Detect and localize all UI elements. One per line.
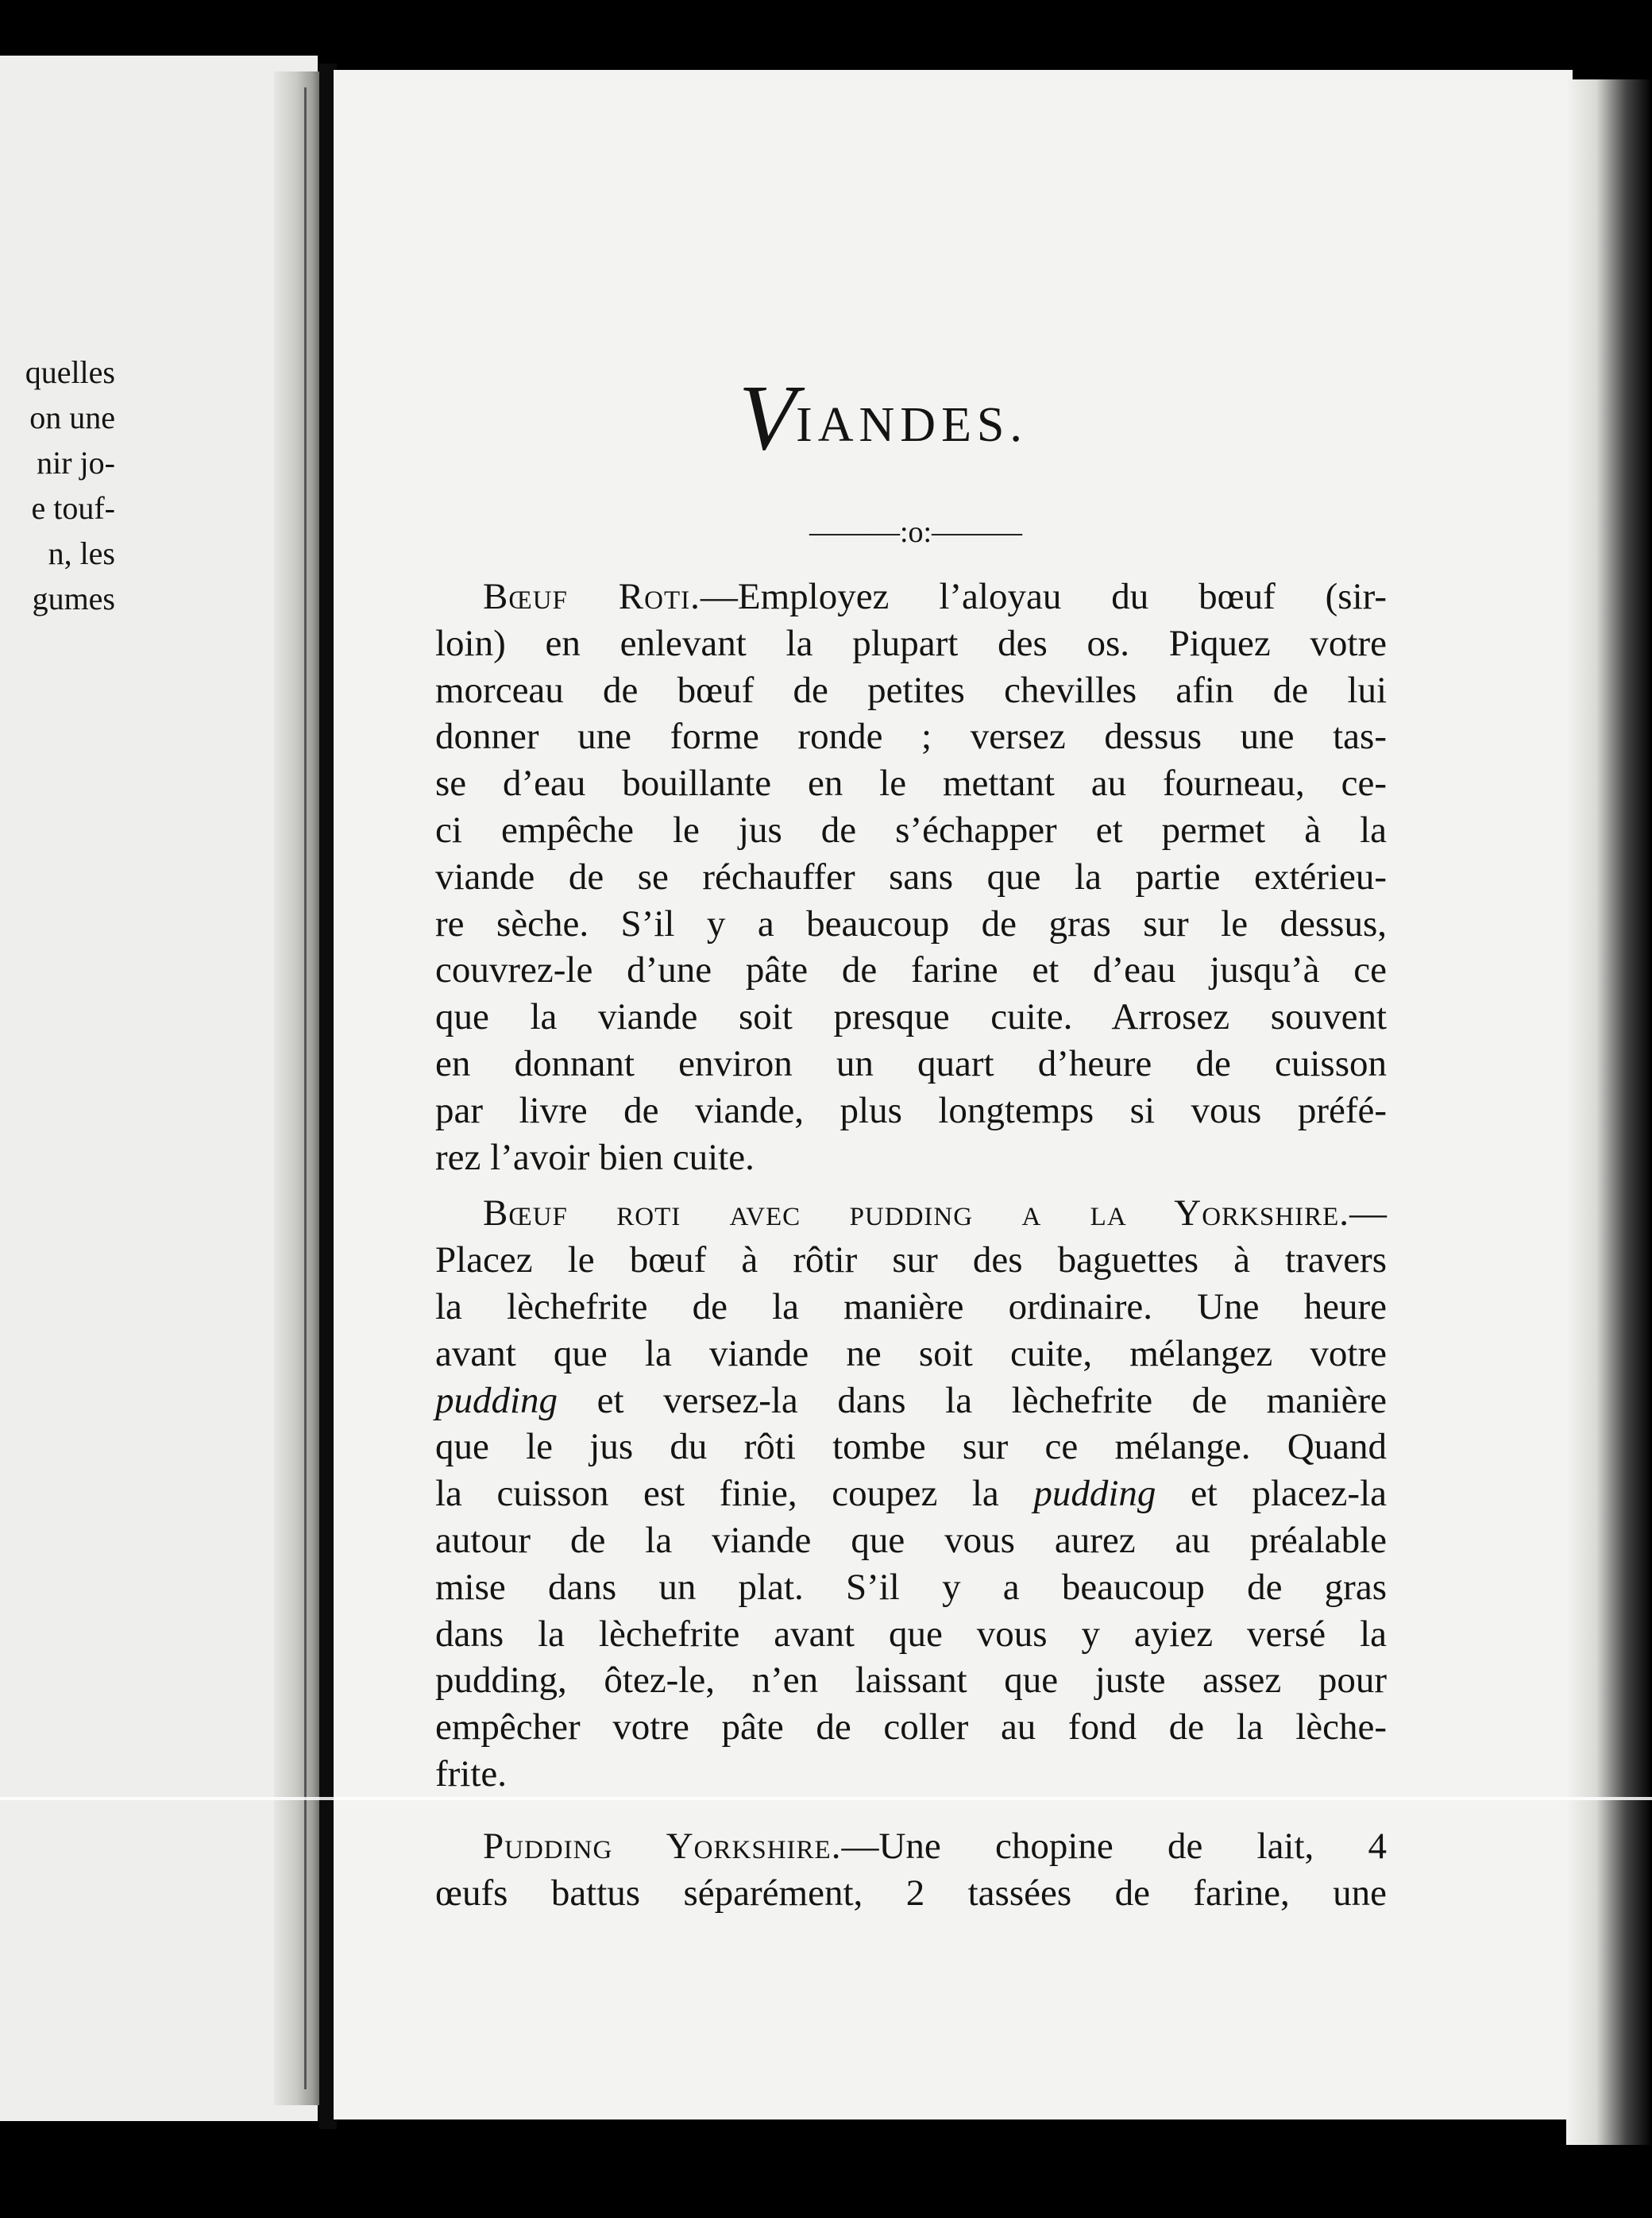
left-line: on une [29, 400, 115, 435]
page-title [739, 356, 1136, 469]
text-segment: et placez-la [1156, 1473, 1387, 1515]
recipe-heading: Pudding Yorkshire. [483, 1825, 842, 1867]
left-line: nir jo- [37, 445, 115, 481]
recipe-pudding-yorkshire [435, 1823, 1387, 1917]
text-line: la lèchefrite de la manière ordinaire. Une heure [435, 1285, 1387, 1327]
text-line: frite. [435, 1752, 508, 1795]
text-line: en donnant environ un quart d’heure de cuisson [435, 1042, 1387, 1084]
text-line: empêcher votre pâte de coller au fond de la lèche- [435, 1706, 1387, 1749]
text-line: autour de la viande que vous aurez au préalable [435, 1519, 1387, 1561]
text-line: que la viande soit presque cuite. Arrosez souvent [435, 996, 1387, 1038]
text-segment: et versez-la dans la lèchefrite de manière [558, 1379, 1387, 1421]
italic-word: pudding [435, 1379, 558, 1421]
text-line: œufs battus séparément, 2 tassées de farine, une [435, 1872, 1387, 1914]
text-line: —Une chopine de lait, 4 [841, 1825, 1387, 1867]
text-line: ci empêche le jus de s’échapper et permet à la [435, 809, 1387, 851]
left-line: quelles [25, 354, 115, 390]
recipe-heading: Bœuf Roti. [483, 576, 701, 617]
text-line: donner une forme ronde ; versez dessus une tas- [435, 716, 1387, 758]
text-line: avant que la viande ne soit cuite, mélangez votre [435, 1332, 1387, 1374]
recipe-text [435, 574, 1387, 1916]
text-line: se d’eau bouillante en le mettant au fourneau, ce- [435, 763, 1387, 805]
text-line: —Employez l’aloyau du bœuf (sir- [700, 576, 1388, 617]
page-edge-shadow [1566, 79, 1652, 2145]
text-line: rez l’avoir bien cuite. [435, 1136, 755, 1178]
text-line: loin) en enlevant la plupart des os. Piquez votre [435, 622, 1387, 664]
ornamental-divider: ———:o:——— [809, 516, 1023, 549]
text-line: viande de se réchauffer sans que la partie extérieu- [435, 856, 1387, 898]
text-line: mise dans un plat. S’il y a beaucoup de gras [435, 1566, 1387, 1608]
scan-artifact-line [0, 1797, 1652, 1800]
text-line: re sèche. S’il y a beaucoup de gras sur le dessus, [435, 902, 1387, 945]
text-line: — [1349, 1192, 1387, 1235]
left-line: n, les [48, 535, 115, 571]
left-page-text-fragment [0, 350, 115, 621]
text-line [435, 1470, 1387, 1517]
text-line: dans la lèchefrite avant que vous y ayiez versé la [435, 1613, 1387, 1655]
left-line: e touf- [31, 490, 115, 526]
recipe-heading: Bœuf roti avec pudding a la Yorkshire. [483, 1192, 1349, 1235]
italic-word: pudding [1033, 1473, 1156, 1515]
text-line: pudding, ôtez-le, n’en laissant que juste assez pour [435, 1660, 1387, 1702]
text-line: Placez le bœuf à rôtir sur des baguettes à travers [435, 1239, 1387, 1281]
left-line: gumes [32, 581, 115, 616]
text-line: que le jus du rôti tombe sur ce mélange. Quand [435, 1426, 1387, 1468]
text-line: couvrez-le d’une pâte de farine et d’eau jusqu’à ce [435, 949, 1387, 991]
title-initial: V [739, 365, 797, 469]
recipe-boeuf-roti-yorkshire [435, 1190, 1387, 1797]
title-rest: IANDES. [796, 398, 1028, 452]
text-line: par livre de viande, plus longtemps si vous préfé- [435, 1089, 1387, 1131]
gutter-crease [304, 87, 307, 2089]
recipe-boeuf-roti [435, 574, 1387, 1180]
text-line: morceau de bœuf de petites chevilles afin de lui [435, 669, 1387, 711]
text-segment: la cuisson est finie, coupez la [435, 1473, 1034, 1515]
text-line [435, 1378, 1387, 1424]
